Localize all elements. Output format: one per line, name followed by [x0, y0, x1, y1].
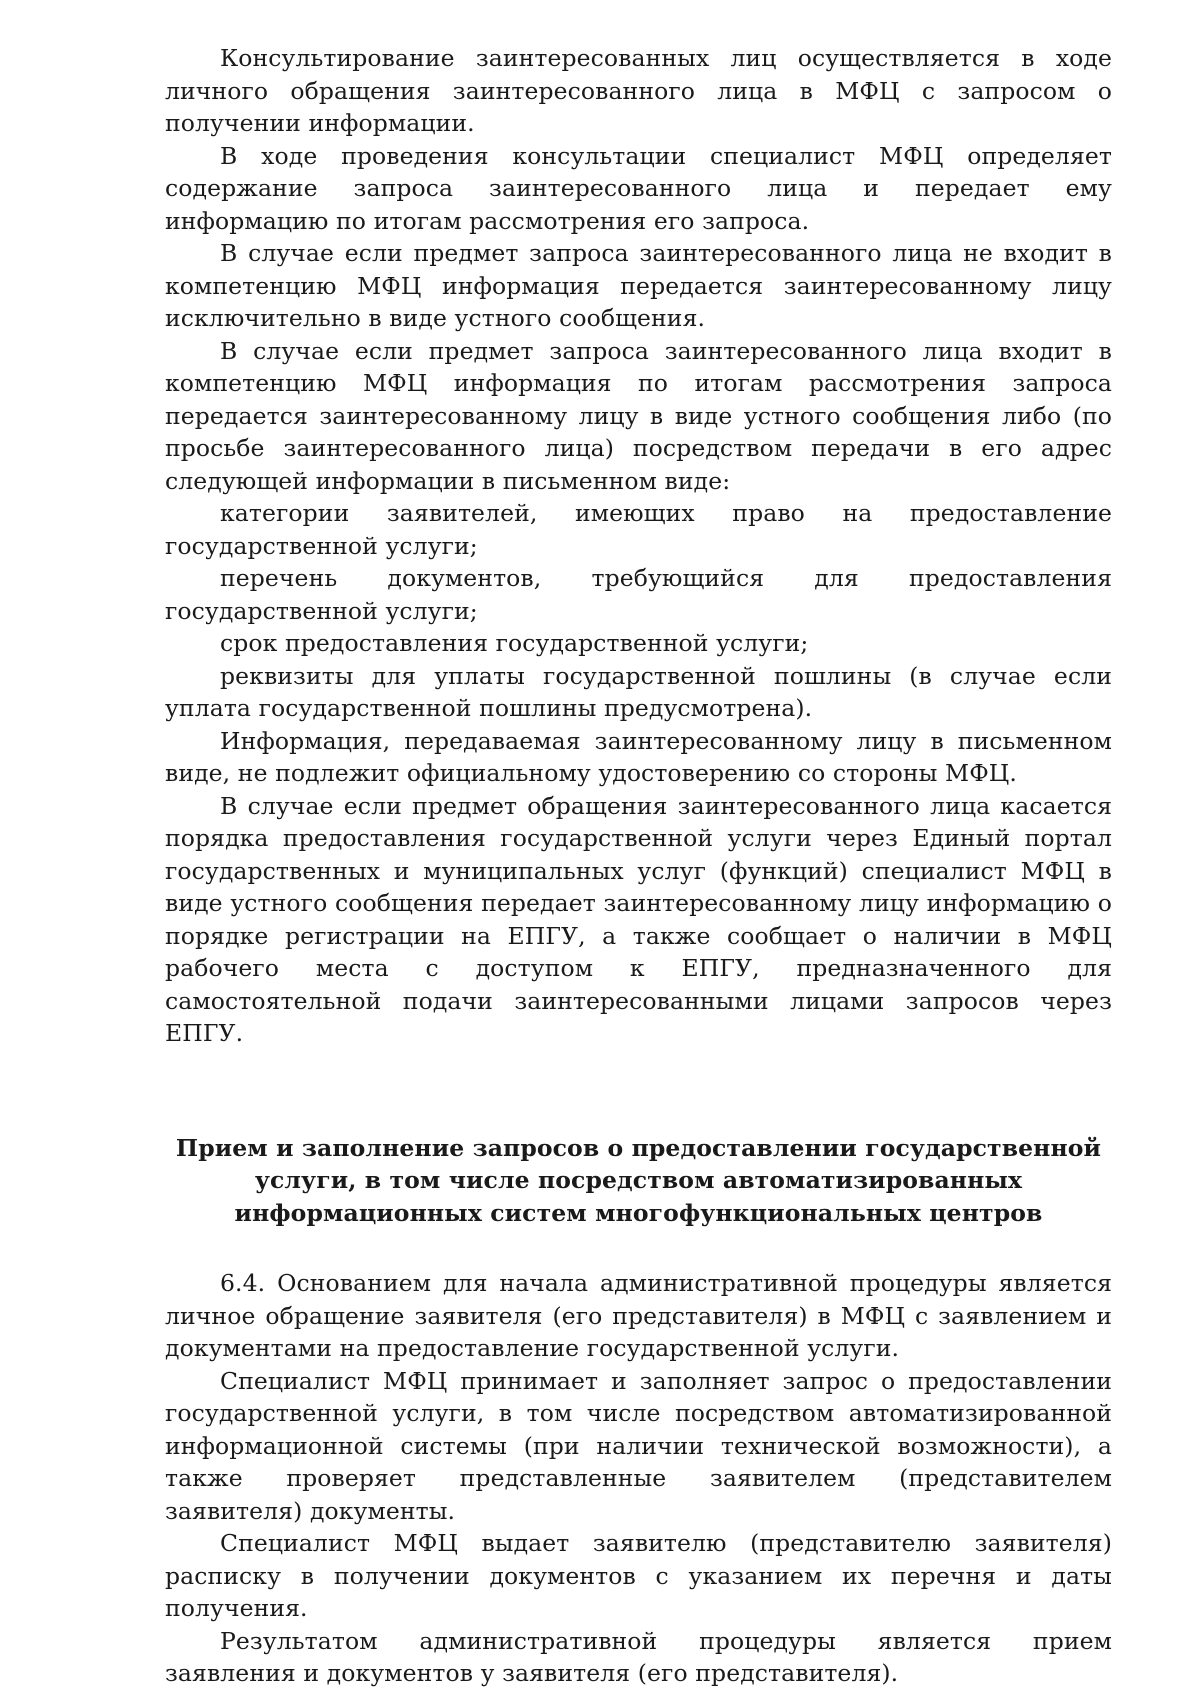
- section-heading: [165, 1132, 1112, 1230]
- list-item-documents-list: перечень документов, требующийся для предоставления государственной услуги;: [165, 564, 1112, 625]
- paragraph-specialist-accepts: Специалист МФЦ принимает и заполняет запрос о предоставлении государственной услуги, в том числе посредством автоматизированной информационной системы (при наличии технической возможности), а также проверяет представленные заявителем (представителем заявителя) документы.: [165, 1366, 1112, 1525]
- paragraph-within-competence: В случае если предмет запроса заинтересованного лица входит в компетенцию МФЦ информация по итогам рассмотрения запроса передается заинтересованному лицу в виде устного сообщения либо (по просьбе заинтересованного лица) посредством передачи в его адрес следующей информации в письменном виде:: [165, 336, 1112, 495]
- list-item-fee-details: реквизиты для уплаты государственной пошлины (в случае если уплата государственной пошлины предусмотрена).: [165, 661, 1112, 722]
- paragraph-specialist-issues-receipt: Специалист МФЦ выдает заявителю (представителю заявителя) расписку в получении документов с указанием их перечня и даты получения.: [165, 1529, 1112, 1622]
- list-item-applicant-categories: категории заявителей, имеющих право на предоставление государственной услуги;: [165, 499, 1112, 560]
- paragraph-outside-competence: В случае если предмет запроса заинтересованного лица не входит в компетенцию МФЦ информация передается заинтересованному лицу исключительно в виде устного сообщения.: [165, 239, 1112, 332]
- heading-line-1: Прием и заполнение запросов о предоставлении государственной: [175, 1133, 1102, 1162]
- document-page: [165, 42, 1112, 1690]
- paragraph-written-info: Информация, передаваемая заинтересованному лицу в письменном виде, не подлежит официальному удостоверению со стороны МФЦ.: [165, 726, 1112, 787]
- paragraph-epgu-info: В случае если предмет обращения заинтересованного лица касается порядка предоставления государственной услуги через Единый портал государственных и муниципальных услуг (функций) специалист МФЦ в виде устного сообщения передает заинтересованному лицу информацию о порядке регистрации на ЕПГУ, а также сообщает о наличии в МФЦ рабочего места с доступом к ЕПГУ, предназначенного для самостоятельной подачи заинтересованными лицами запросов через ЕПГУ.: [165, 791, 1112, 1047]
- paragraph-procedure-result: Результатом административной процедуры является прием заявления и документов у заявителя (его представителя).: [165, 1626, 1112, 1687]
- paragraph-procedure-basis: 6.4. Основанием для начала административной процедуры является личное обращение заявителя (его представителя) в МФЦ с заявлением и документами на предоставление государственной услуги.: [165, 1269, 1112, 1362]
- list-item-service-term: срок предоставления государственной услуги;: [220, 629, 809, 657]
- paragraph-consultation-process: В ходе проведения консультации специалист МФЦ определяет содержание запроса заинтересованного лица и передает ему информацию по итогам рассмотрения его запроса.: [165, 141, 1112, 235]
- paragraph-consultation-intro: Консультирование заинтересованных лиц осуществляется в ходе личного обращения заинтересованного лица в МФЦ с запросом о получении информации.: [165, 44, 1112, 137]
- heading-line-3: информационных систем многофункциональных центров: [234, 1198, 1043, 1227]
- heading-line-2: услуги, в том числе посредством автоматизированных: [254, 1166, 1023, 1194]
